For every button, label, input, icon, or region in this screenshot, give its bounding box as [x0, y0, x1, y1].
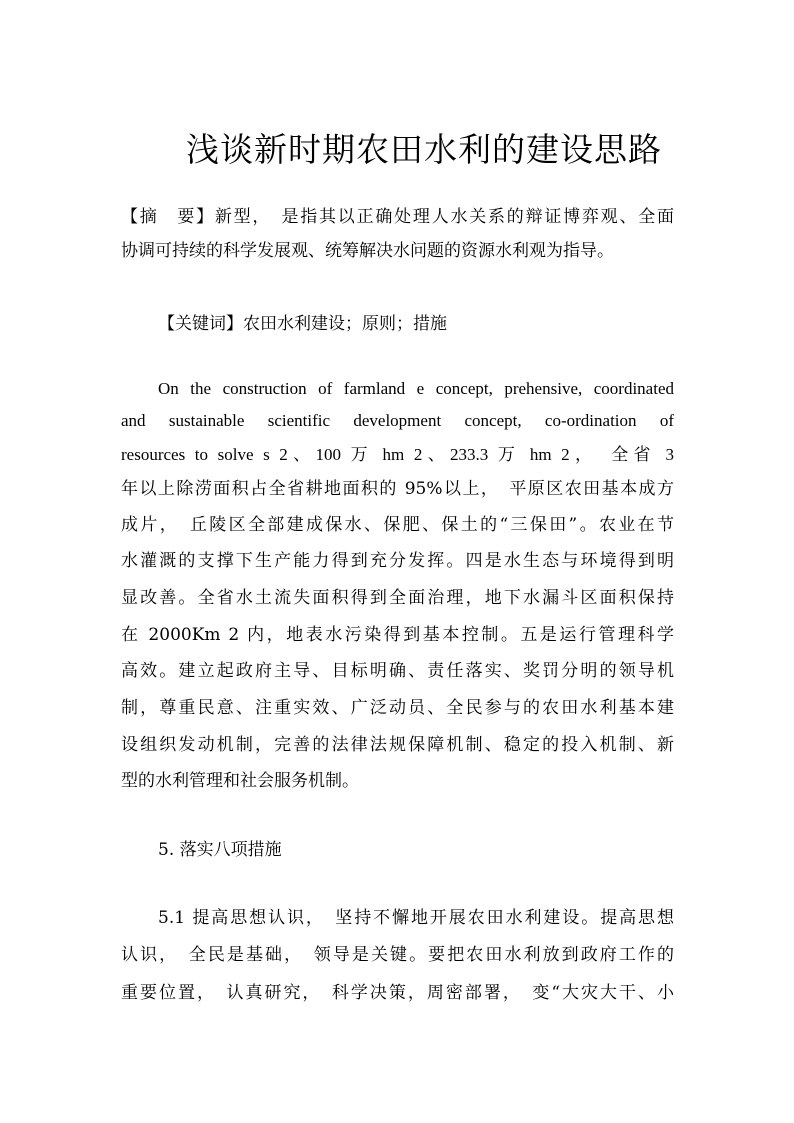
subsection-line: 重要位置， 认真研究， 科学决策，周密部署， 变“大灾大干、小	[121, 983, 674, 1003]
section-heading: 5. 落实八项措施	[158, 840, 282, 860]
body-line: 高效。建立起政府主导、目标明确、责任落实、奖罚分明的领导机	[121, 661, 674, 681]
abstract-line-1: 【摘 要】新型， 是指其以正确处理人水关系的辩证博弈观、全面	[121, 207, 674, 227]
page-title: 浅谈新时期农田水利的建设思路	[186, 130, 662, 169]
body-line: 型的水利管理和社会服务机制。	[121, 771, 359, 791]
abstract-line-2: 协调可持续的科学发展观、统筹解决水问题的资源水利观为指导。	[121, 241, 614, 261]
body-line: 年以上除涝面积占全省耕地面积的 95%以上， 平原区农田基本成方	[121, 479, 674, 499]
body-line: resources to solve s 2、100 万 hm 2、233.3 万 hm 2， 全省 3	[121, 445, 674, 464]
subsection-line: 5.1 提高思想认识， 坚持不懈地开展农田水利建设。提高思想	[158, 908, 674, 928]
body-line: 设组织发动机制，完善的法律法规保障机制、稳定的投入机制、新	[121, 735, 674, 755]
body-line: 显改善。全省水土流失面积得到全面治理，地下水漏斗区面积保持	[121, 588, 674, 608]
subsection-line: 认识， 全民是基础， 领导是关键。要把农田水利放到政府工作的	[121, 945, 674, 965]
body-line: On the construction of farmland e concept, prehensive, coordinated	[158, 379, 674, 398]
body-line: 水灌溉的支撑下生产能力得到充分发挥。四是水生态与环境得到明	[121, 551, 674, 571]
body-line: 在 2000Km 2 内，地表水污染得到基本控制。五是运行管理科学	[121, 625, 674, 645]
body-line: and sustainable scientific development concept, co-ordination of	[121, 411, 674, 430]
body-line: 制，尊重民意、注重实效、广泛动员、全民参与的农田水利基本建	[121, 698, 674, 718]
body-line: 成片， 丘陵区全部建成保水、保肥、保土的“三保田”。农业在节	[121, 515, 674, 535]
keywords: 【关键词】农田水利建设；原则；措施	[158, 314, 447, 334]
